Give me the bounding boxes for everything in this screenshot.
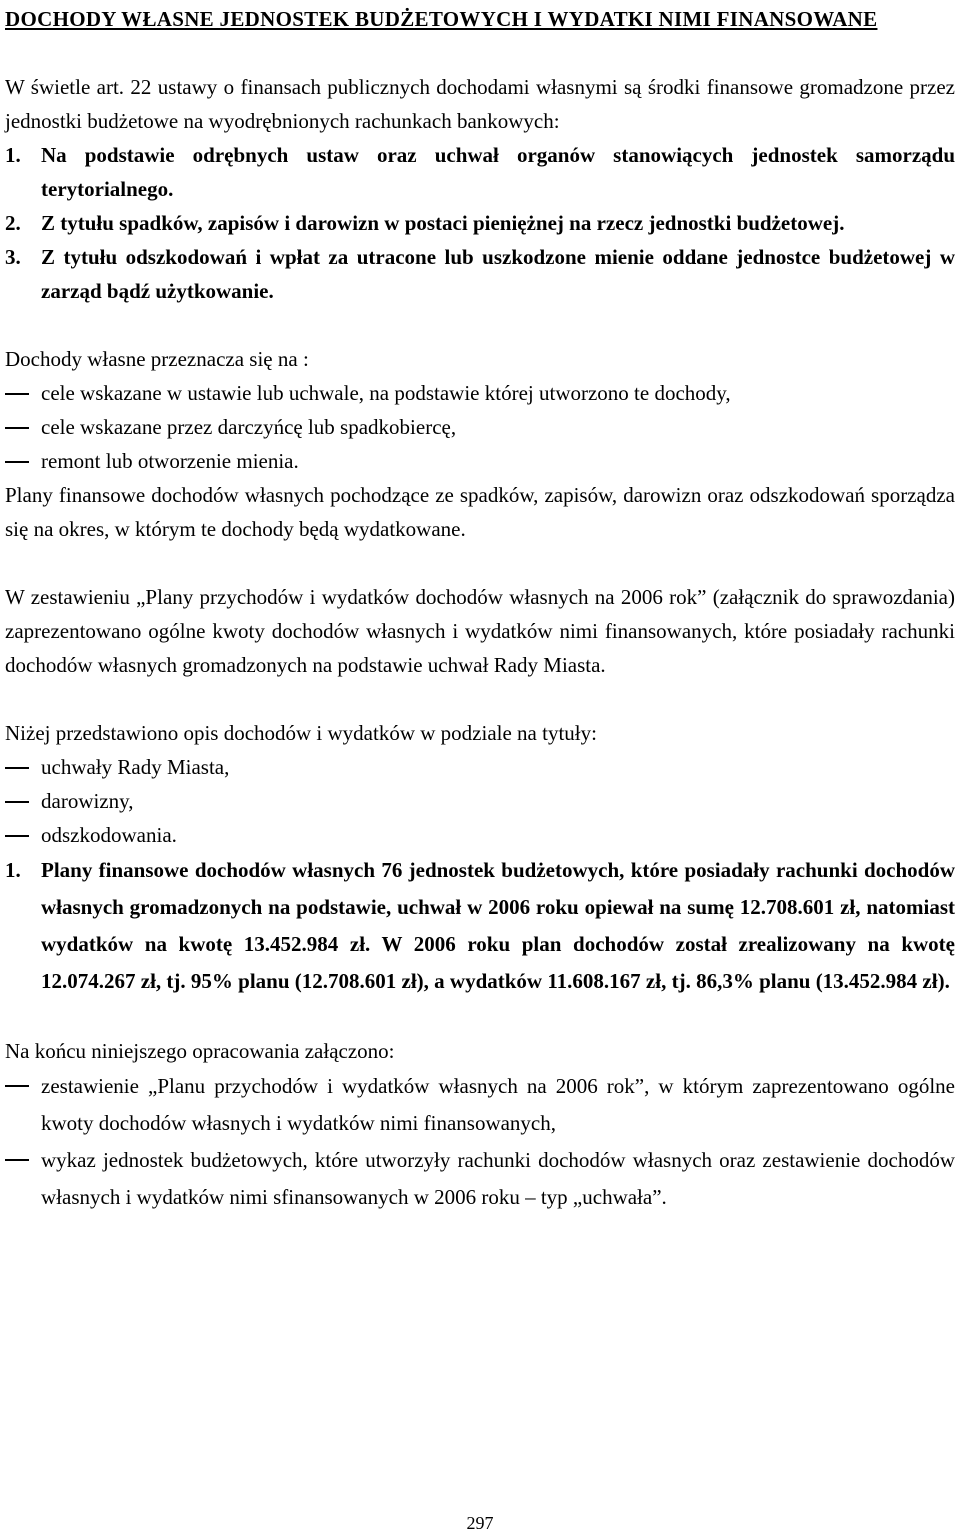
dash-bullet — [5, 1142, 31, 1161]
list-item: cele wskazane przez darczyńcę lub spadkobiercę, — [5, 410, 955, 444]
dash-bullet — [5, 784, 31, 803]
dash-bullet — [5, 410, 31, 429]
list-item: cele wskazane w ustawie lub uchwale, na podstawie której utworzono te dochody, — [5, 376, 955, 410]
page-number: 297 — [466, 1513, 494, 1533]
breakdown-paragraph: Niżej przedstawiono opis dochodów i wydatków w podziale na tytuły: — [5, 721, 597, 745]
list-item: darowizny, — [5, 784, 955, 818]
purpose-list — [5, 376, 955, 478]
attachments-list — [5, 1068, 955, 1216]
list-item: wykaz jednostek budżetowych, które utworzyły rachunki dochodów własnych oraz zestawienie dochodów własnych i wydatków nimi sfinansowanych w 2006 roku – typ „uchwała”. — [5, 1142, 955, 1216]
dash-bullet — [5, 444, 31, 463]
list-item: remont lub otworzenie mienia. — [5, 444, 955, 478]
list-item: 2. Z tytułu spadków, zapisów i darowizn w postaci pieniężnej na rzecz jednostki budżetowej. — [5, 211, 845, 235]
income-sources-list — [5, 138, 955, 308]
breakdown-list — [5, 750, 955, 852]
list-item: uchwały Rady Miasta, — [5, 750, 955, 784]
purpose-paragraph: Dochody własne przeznacza się na : — [5, 347, 309, 371]
section-1-list — [5, 852, 955, 1000]
dash-bullet — [5, 376, 31, 395]
dash-bullet — [5, 750, 31, 769]
dash-bullet — [5, 1068, 31, 1087]
document-page — [5, 0, 955, 1216]
document-title: DOCHODY WŁASNE JEDNOSTEK BUDŻETOWYCH I WYDATKI NIMI FINANSOWANE — [5, 7, 878, 31]
list-item: odszkodowania. — [5, 818, 955, 852]
list-item: zestawienie „Planu przychodów i wydatków własnych na 2006 rok”, w którym zaprezentowano ogólne kwoty dochodów własnych i wydatków nimi finansowanych, — [5, 1068, 955, 1142]
attachments-paragraph: Na końcu niniejszego opracowania załączono: — [5, 1039, 395, 1063]
list-item: 3. Z tytułu odszkodowań i wpłat za utracone lub uszkodzone mienie oddane jednostce budżetowej w zarząd bądź użytkowanie. — [5, 245, 955, 303]
intro-paragraph: W świetle art. 22 ustawy o finansach publicznych dochodami własnymi są środki finansowe gromadzone przez jednostki budżetowe na wyodrębnionych rachunkach bankowych: — [5, 75, 955, 133]
list-item: 1. Na podstawie odrębnych ustaw oraz uchwał organów stanowiących jednostek samorządu terytorialnego. — [5, 143, 955, 201]
summary-paragraph: W zestawieniu „Plany przychodów i wydatków dochodów własnych na 2006 rok” (załącznik do sprawozdania) zaprezentowano ogólne kwoty dochodów własnych i wydatków nimi finansowanych, które posiadały rachunki dochodów własnych gromadzonych na podstawie uchwał Rady Miasta. — [5, 585, 955, 677]
section-1-paragraph: 1. Plany finansowe dochodów własnych 76 jednostek budżetowych, które posiadały rachunki dochodów własnych gromadzonych na podstawie, uchwał w 2006 roku opiewał na sumę 12.708.601 zł, natomiast wydatków na kwotę 13.452.984 zł. W 2006 roku plan dochodów został zrealizowany na kwotę 12.074.267 zł, tj. 95% planu (12.708.601 zł), a wydatków 11.608.167 zł, tj. 86,3% planu (13.452.984 zł). — [5, 858, 955, 993]
plans-paragraph: Plany finansowe dochodów własnych pochodzące ze spadków, zapisów, darowizn oraz odszkodowań sporządza się na okres, w którym te dochody będą wydatkowane. — [5, 483, 955, 541]
dash-bullet — [5, 818, 31, 837]
